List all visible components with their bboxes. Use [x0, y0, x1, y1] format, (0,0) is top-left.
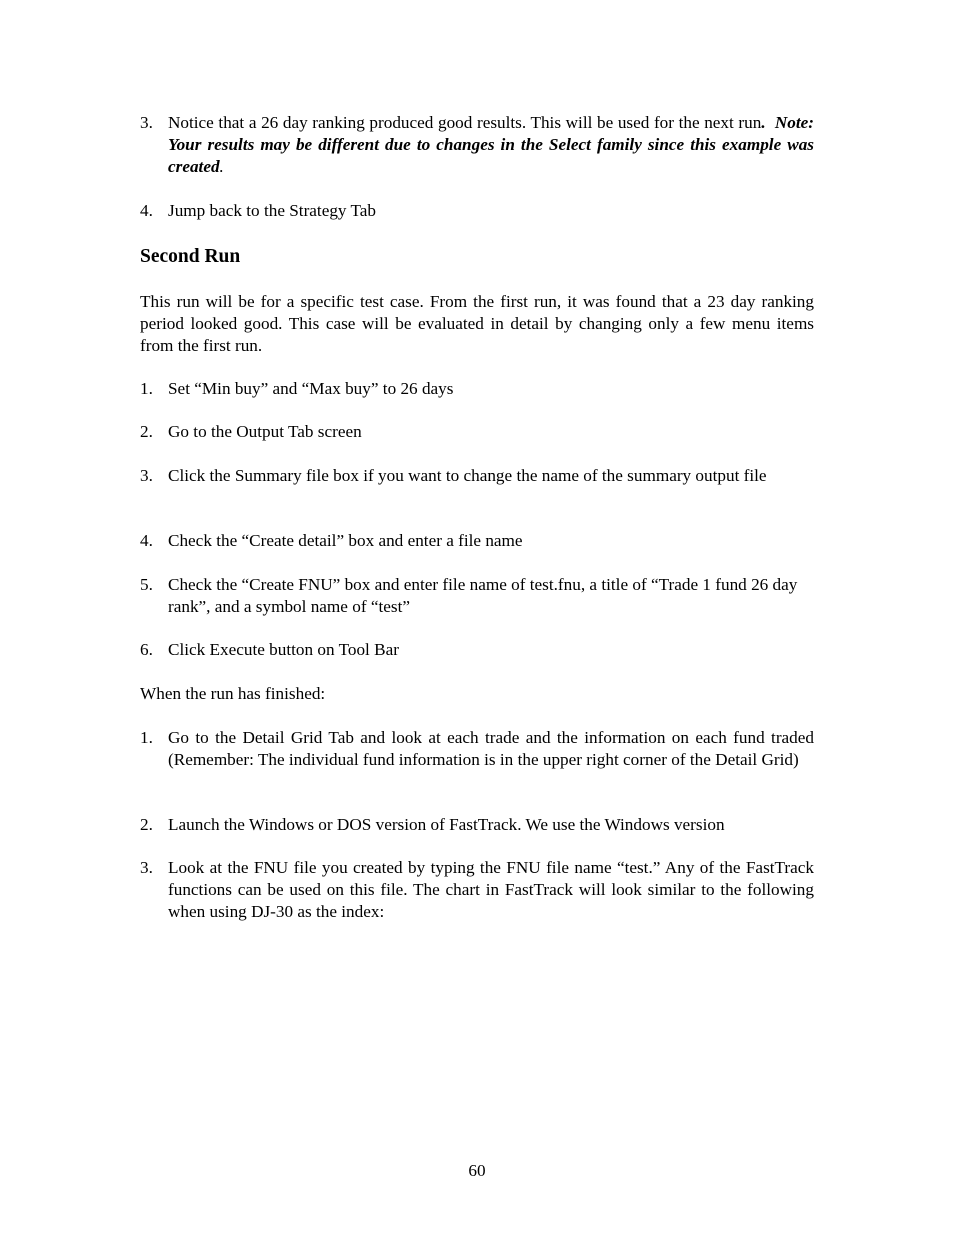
list-item-text: Set “Min buy” and “Max buy” to 26 days: [168, 379, 454, 398]
page-number: 60: [468, 1161, 486, 1180]
list-item: [140, 378, 814, 400]
list-item: [140, 200, 814, 222]
list-item-number: 2.: [140, 815, 153, 834]
section-intro-paragraph: This run will be for a specific test case. From the first run, it was found that a 23 day ranking period looked good. This case will be evaluated in detail by changing only a few menu items from the first run.: [140, 292, 814, 355]
list-item-number: 3.: [140, 113, 153, 132]
list-item: [140, 574, 814, 618]
list-item-number: 4.: [140, 201, 153, 220]
list-item: [140, 465, 814, 487]
list-item-number: 3.: [140, 858, 153, 877]
list-item-number: 1.: [140, 379, 153, 398]
list-item-number: 3.: [140, 466, 153, 485]
finished-label: When the run has finished:: [140, 684, 326, 703]
list-item: [140, 112, 814, 178]
list-item-text: Notice that a 26 day ranking produced good results. This will be used for the next run. Note: Your results may be different due to changes in the Select family since this example was created.: [168, 113, 815, 176]
list-item: [140, 814, 814, 836]
list-item: [140, 530, 814, 552]
list-item-number: 4.: [140, 531, 153, 550]
list-item-text: Click Execute button on Tool Bar: [168, 640, 399, 659]
list-item-number: 5.: [140, 575, 153, 594]
list-item-text: Launch the Windows or DOS version of FastTrack. We use the Windows version: [168, 815, 725, 834]
list-item-text: Go to the Detail Grid Tab and look at each trade and the information on each fund traded (Remember: The individual fund information is in the upper right corner of the Detail Grid): [168, 728, 814, 769]
list-item-text: Go to the Output Tab screen: [168, 422, 362, 441]
list-item: [140, 639, 814, 661]
list-item-text: Check the “Create detail” box and enter a file name: [168, 531, 523, 550]
list-item-text: Click the Summary file box if you want to change the name of the summary output file: [168, 466, 767, 485]
list-item-text: Check the “Create FNU” box and enter file name of test.fnu, a title of “Trade 1 fund 26 day rank”, and a symbol name of “test”: [168, 575, 798, 616]
note-text: Note: Your results may be different due to changes in the Select family since this example was created: [168, 113, 815, 176]
list-item-number: 1.: [140, 728, 153, 747]
list-item: [140, 421, 814, 443]
list-item-number: 6.: [140, 640, 153, 659]
list-item-text: Jump back to the Strategy Tab: [168, 201, 377, 220]
list-item-text: Look at the FNU file you created by typing the FNU file name “test.” Any of the FastTrack functions can be used on this file. The chart in FastTrack will look similar to the following when using DJ-30 as the index:: [168, 858, 814, 921]
section-heading: Second Run: [140, 246, 241, 267]
list-item: [140, 727, 814, 771]
list-item: [140, 857, 814, 923]
list-item-number: 2.: [140, 422, 153, 441]
